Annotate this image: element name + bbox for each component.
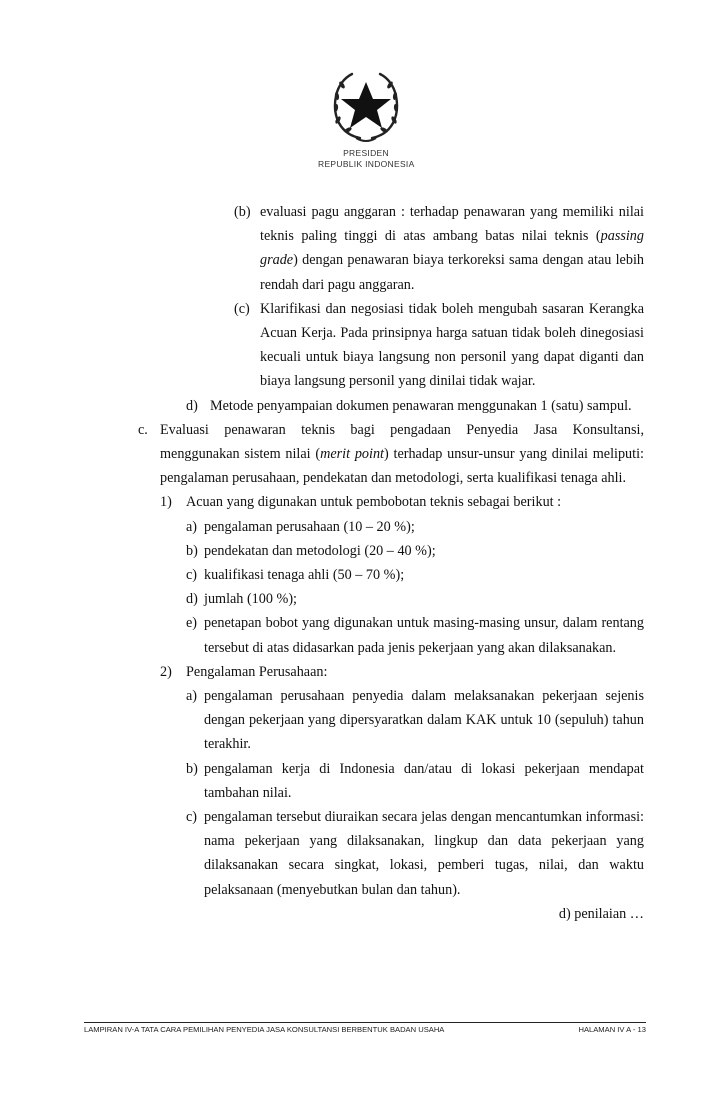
item-text: Metode penyampaian dokumen penawaran menggunakan 1 (satu) sampul. [210, 397, 632, 414]
item-text: Klarifikasi dan negosiasi tidak boleh mengubah sasaran Kerangka Acuan Kerja. Pada prinsipnya harga satuan tidak boleh dinegosiasi kecuali untuk biaya langsung non personil yang dapat diganti dan biaya langsung personil yang dinilai tidak wajar. [260, 300, 644, 390]
numbered-item-2 [0, 660, 728, 684]
footer-divider [84, 1022, 646, 1023]
continuation-marker: d) penilaian … [558, 905, 644, 922]
document-body [0, 200, 728, 926]
item-label: (c) [234, 300, 250, 317]
list-item-c [0, 297, 728, 394]
list-item-d [0, 394, 728, 418]
section-c [0, 418, 728, 491]
list-item: e) penetapan bobot yang digunakan untuk masing-masing unsur, dalam rentang tersebut di atas didasarkan pada jenis pekerjaan yang akan dilaksanakan. [186, 615, 644, 656]
item-text: evaluasi pagu anggaran : terhadap penawaran yang memiliki nilai teknis paling tinggi di atas ambang batas nilai teknis (passing grade) dengan penawaran biaya terkoreksi sama dengan atau lebih rendah dari pagu anggaran. [260, 204, 644, 293]
list-item: b) pendekatan dan metodologi (20 – 40 %); [186, 542, 436, 559]
presidential-emblem [318, 68, 414, 170]
list-item: b) pengalaman kerja di Indonesia dan/atau di lokasi pekerjaan mendapat tambahan nilai. [186, 760, 644, 801]
list-item: c) pengalaman tersebut diuraikan secara jelas dengan mencantumkan informasi: nama pekerjaan yang dilaksanakan, lingkup dan data pekerjaan yang dilaksanakan secara singkat, lokasi, pemberi tugas, nilai, dan waktu pelaksanaan (menyebutkan bulan dan tahun). [186, 809, 644, 898]
item-label: 2) [160, 663, 172, 680]
item-label: (b) [234, 204, 251, 220]
item-text: Acuan yang digunakan untuk pembobotan teknis sebagai berikut : [186, 494, 562, 511]
list-item: c) kualifikasi tenaga ahli (50 – 70 %); [186, 567, 405, 584]
footer-document-title: LAMPIRAN IV-A TATA CARA PEMILIHAN PENYEDIA JASA KONSULTANSI BERBENTUK BADAN USAHA [84, 1025, 445, 1034]
emblem-caption-line2: REPUBLIK INDONESIA [318, 159, 415, 169]
section-text: Evaluasi penawaran teknis bagi pengadaan Penyedia Jasa Konsultansi, menggunakan sistem nilai (merit point) terhadap unsur-unsur yang dinilai meliputi: pengalaman perusahaan, pendekatan dan metodologi, serta kualifikasi tenaga ahli. [160, 421, 644, 487]
list-item: a) pengalaman perusahaan (10 – 20 %); [186, 518, 415, 535]
page-footer [84, 1025, 646, 1034]
list-item-b [0, 200, 728, 297]
item-label: d) [186, 397, 198, 414]
section-label: c. [138, 421, 148, 438]
list-item: a) pengalaman perusahaan penyedia dalam melaksanakan pekerjaan sejenis dengan pekerjaan yang dipersyaratkan dalam KAK untuk 10 (sepuluh) tahun terakhir. [186, 688, 644, 753]
footer-page-number: HALAMAN IV A - 13 [578, 1025, 646, 1034]
garuda-star-emblem-icon [330, 68, 402, 144]
emblem-caption-line1: PRESIDEN [343, 148, 389, 158]
item-label: 1) [160, 494, 172, 511]
numbered-item-1 [0, 490, 728, 514]
list-item: d) jumlah (100 %); [186, 591, 297, 608]
item-text: Pengalaman Perusahaan: [186, 663, 328, 680]
